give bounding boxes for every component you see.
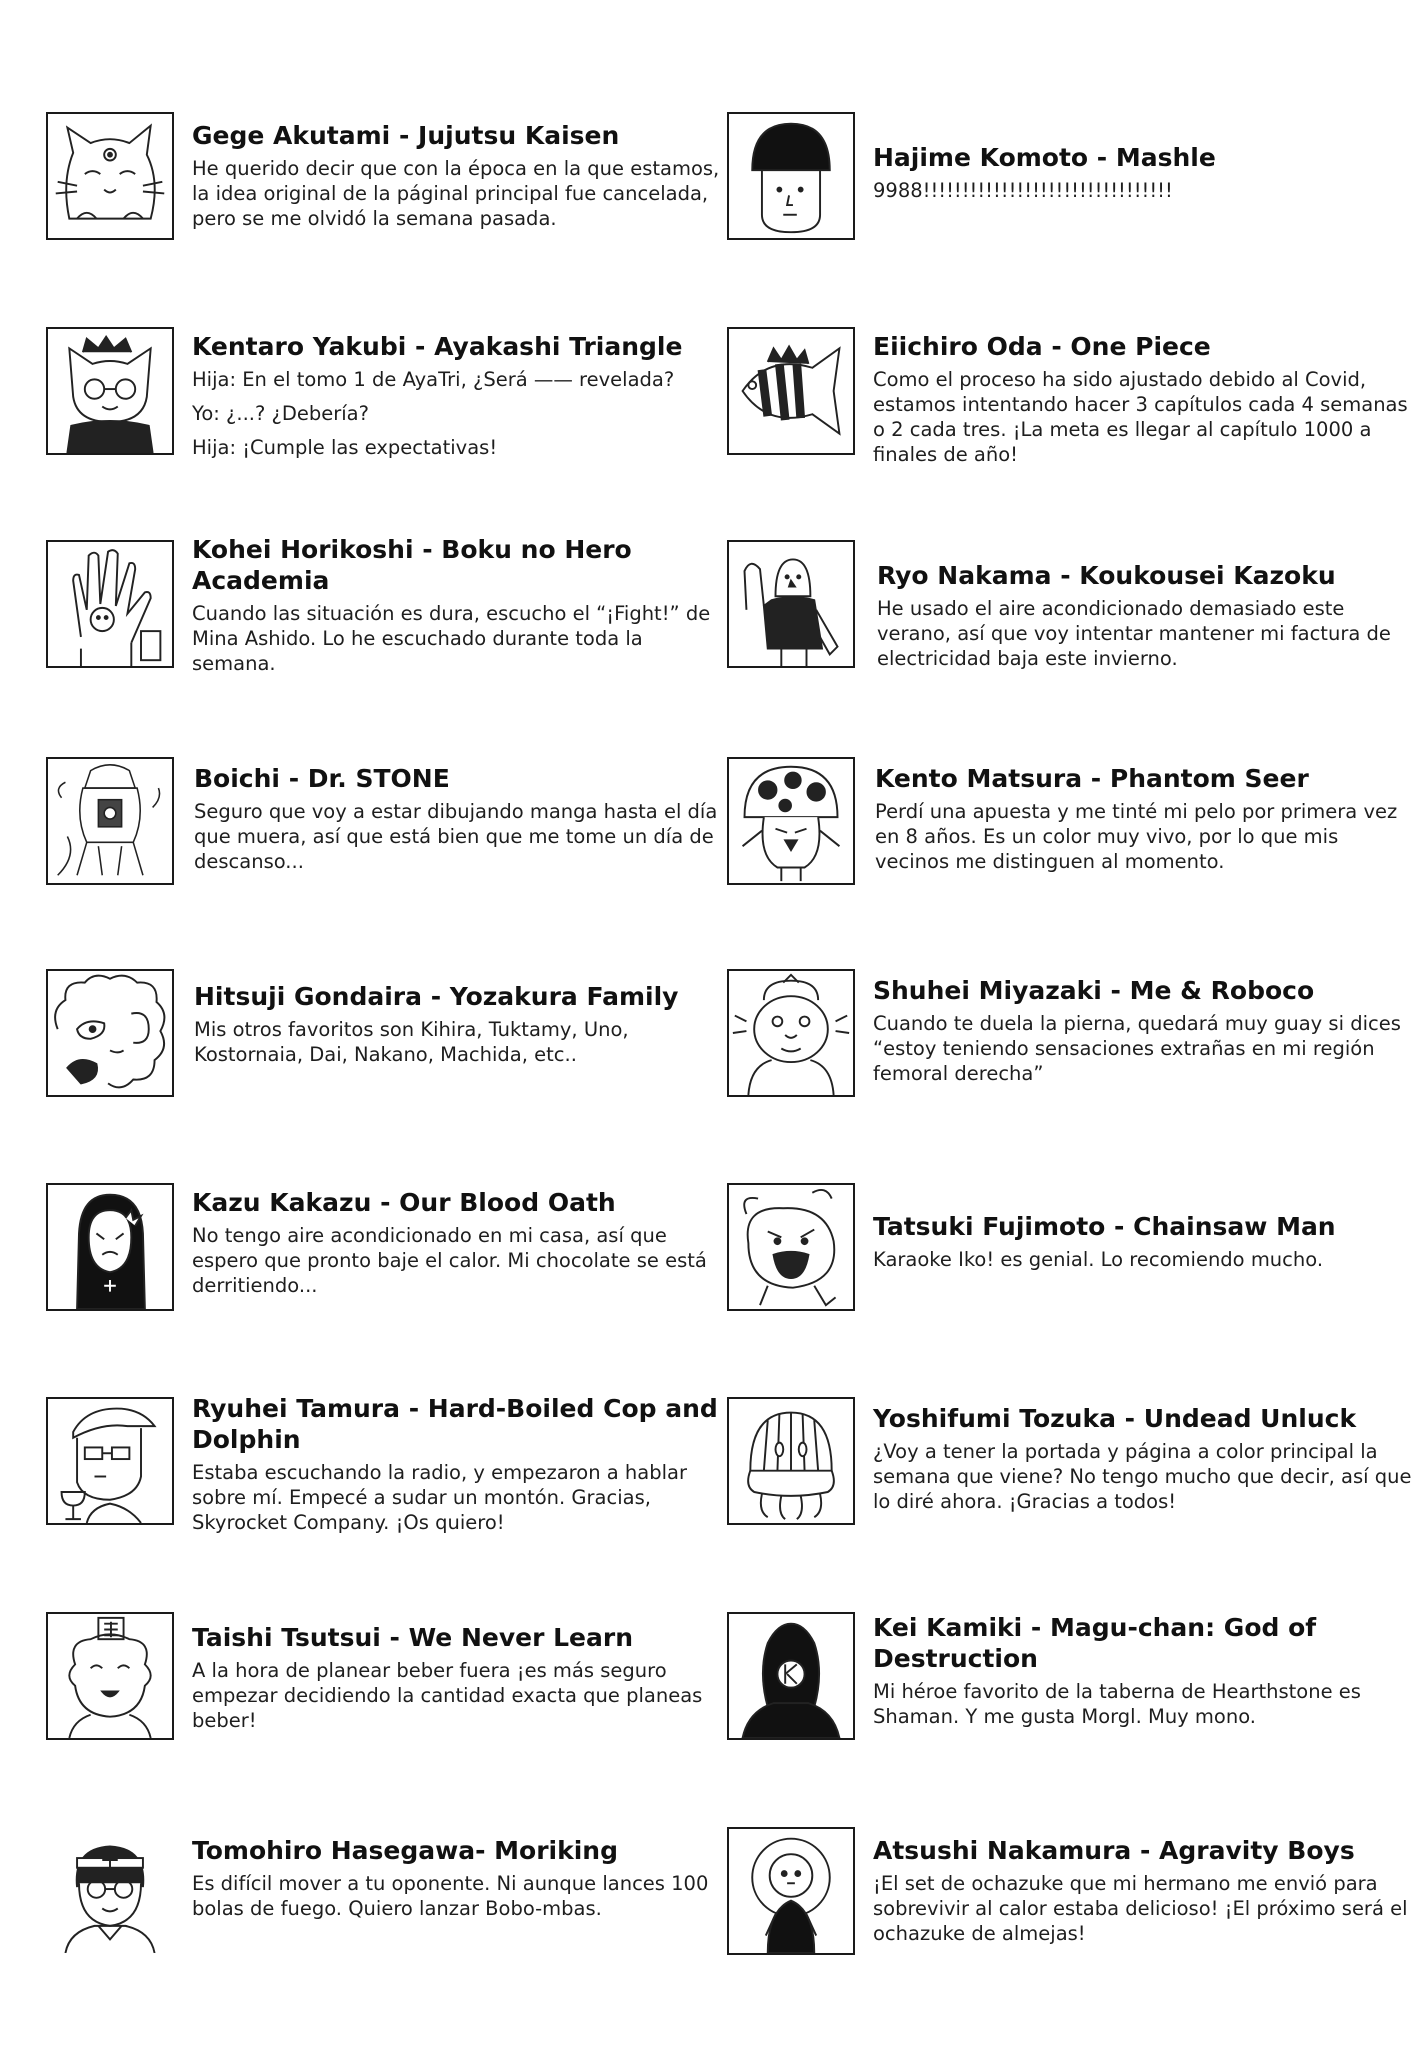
raised-hand-icon: [46, 540, 174, 668]
striped-jellyfish-icon: [727, 1397, 855, 1525]
author-name: Boichi - Dr. STONE: [194, 764, 450, 793]
comment-line: Seguro que voy a estar dibujando manga hasta el día que muera, así que está bien que me tome un día de descanso...: [194, 800, 718, 873]
cap-glasses-man-icon: [46, 1397, 174, 1525]
striped-fish-icon: [727, 327, 855, 455]
kid-with-sign-icon: [46, 1612, 174, 1740]
sheep-icon: [46, 969, 174, 1097]
bird-waving-icon: [727, 540, 855, 668]
author-comment: [192, 1658, 732, 1733]
author-comment: [194, 799, 734, 874]
author-comment: [192, 156, 732, 231]
round-head-halo-icon: [727, 1827, 855, 1955]
comment-line: Cuando te duela la pierna, quedará muy guay si dices “estoy teniendo sensaciones extrañas en mi región femoral derecha”: [873, 1012, 1401, 1085]
comment-line: Cuando las situación es dura, escucho el “¡Fight!” de Mina Ashido. Lo he escuchado durante toda la semana.: [192, 602, 711, 675]
author-comment: [192, 1460, 732, 1535]
comment-line: Mi héroe favorito de la taberna de Hearthstone es Shaman. Y me gusta Morgl. Muy mono.: [873, 1680, 1361, 1728]
screaming-blob-icon: [727, 1183, 855, 1311]
author-name: Taishi Tsutsui - We Never Learn: [192, 1623, 634, 1652]
author-name: Kazu Kakazu - Our Blood Oath: [192, 1188, 616, 1217]
author-comment: [873, 1871, 1413, 1946]
author-comment: [875, 799, 1415, 874]
comment-line: A la hora de planear beber fuera ¡es más seguro empezar decidiendo la cantidad exacta que planeas beber!: [192, 1659, 703, 1732]
comment-line: Estaba escuchando la radio, y empezaron a hablar sobre mí. Empecé a sudar un montón. Gracias, Skyrocket Company. ¡Os quiero!: [192, 1461, 687, 1534]
author-comment: [873, 1679, 1413, 1729]
comment-line: ¿Voy a tener la portada y página a color principal la semana que viene? No tengo mucho que decir, así que lo diré ahora. ¡Gracias a todos!: [873, 1440, 1412, 1513]
author-comment: [877, 596, 1417, 671]
author-comment: [873, 1247, 1413, 1272]
author-name: Tatsuki Fujimoto - Chainsaw Man: [873, 1212, 1336, 1241]
author-name: Kohei Horikoshi - Boku no Hero Academia: [192, 535, 632, 595]
mushroom-head-icon: [727, 112, 855, 240]
spotted-mushroom-bird-icon: [727, 757, 855, 885]
author-name: Kento Matsura - Phantom Seer: [875, 764, 1309, 793]
author-comment: [873, 1011, 1413, 1086]
sketch-character-icon: [46, 757, 174, 885]
cat-three-eyed-icon: [46, 112, 174, 240]
comment-line: He querido decir que con la época en la que estamos, la idea original de la páginal principal fue cancelada, pero se me olvidó la semana pasada.: [192, 157, 720, 230]
comment-line: Karaoke Iko! es genial. Lo recomiendo mucho.: [873, 1248, 1324, 1271]
author-name: Ryo Nakama - Koukousei Kazoku: [877, 561, 1336, 590]
author-name: Shuhei Miyazaki - Me & Roboco: [873, 976, 1315, 1005]
comment-line: No tengo aire acondicionado en mi casa, así que espero que pronto baje el calor. Mi chocolate se está derritiendo...: [192, 1224, 707, 1297]
author-name: Gege Akutami - Jujutsu Kaisen: [192, 121, 620, 150]
black-silhouette-icon: [727, 1612, 855, 1740]
author-name: Kei Kamiki - Magu-chan: God of Destruction: [873, 1613, 1317, 1673]
author-comment: [873, 367, 1413, 467]
author-comment: [194, 1017, 734, 1067]
author-name: Ryuhei Tamura - Hard-Boiled Cop and Dolphin: [192, 1394, 718, 1454]
comment-line: Hija: ¡Cumple las expectativas!: [192, 436, 498, 459]
author-name: Tomohiro Hasegawa- Moriking: [192, 1836, 618, 1865]
author-comment: [873, 178, 1413, 203]
comment-line: Mis otros favoritos son Kihira, Tuktamy, Uno, Kostornaia, Dai, Nakano, Machida, etc..: [194, 1018, 629, 1066]
author-name: Yoshifumi Tozuka - Undead Unluck: [873, 1404, 1357, 1433]
author-comment: [873, 1439, 1413, 1514]
author-name: Kentaro Yakubi - Ayakashi Triangle: [192, 332, 683, 361]
author-comment: [192, 1223, 732, 1298]
author-name: Atsushi Nakamura - Agravity Boys: [873, 1836, 1355, 1865]
comment-line: Hija: En el tomo 1 de AyaTri, ¿Será —— revelada?: [192, 368, 675, 391]
author-name: Hitsuji Gondaira - Yozakura Family: [194, 982, 679, 1011]
comment-line: He usado el aire acondicionado demasiado este verano, así que voy intentar mantener mi factura de electricidad baja este invierno.: [877, 597, 1391, 670]
comment-line: Perdí una apuesta y me tinté mi pelo por primera vez en 8 años. Es un color muy vivo, por lo que mis vecinos me distinguen al momento.: [875, 800, 1398, 873]
author-comment: [192, 1871, 732, 1921]
author-comment: [192, 601, 732, 676]
headband-glasses-icon: [46, 1827, 174, 1955]
hooded-figure-icon: [46, 1183, 174, 1311]
author-name: Eiichiro Oda - One Piece: [873, 332, 1211, 361]
comment-line: Como el proceso ha sido ajustado debido al Covid, estamos intentando hacer 3 capítulos cada 4 semanas o 2 cada tres. ¡La meta es llegar al capítulo 1000 a finales de año!: [873, 368, 1408, 466]
author-name: Hajime Komoto - Mashle: [873, 143, 1216, 172]
comment-line: Es difícil mover a tu oponente. Ni aunque lances 100 bolas de fuego. Quiero lanzar Bobo-mbas.: [192, 1872, 709, 1920]
comment-line: ¡El set de ochazuke que mi hermano me envió para sobrevivir al calor estaba delicioso! ¡El próximo será el ochazuke de almejas!: [873, 1872, 1408, 1945]
comment-line: 9988!!!!!!!!!!!!!!!!!!!!!!!!!!!!!!!!: [873, 179, 1173, 202]
cat-glasses-icon: [46, 327, 174, 455]
chubby-man-icon: [727, 969, 855, 1097]
author-comment: [192, 367, 732, 460]
comment-line: Yo: ¿...? ¿Debería?: [192, 402, 369, 425]
